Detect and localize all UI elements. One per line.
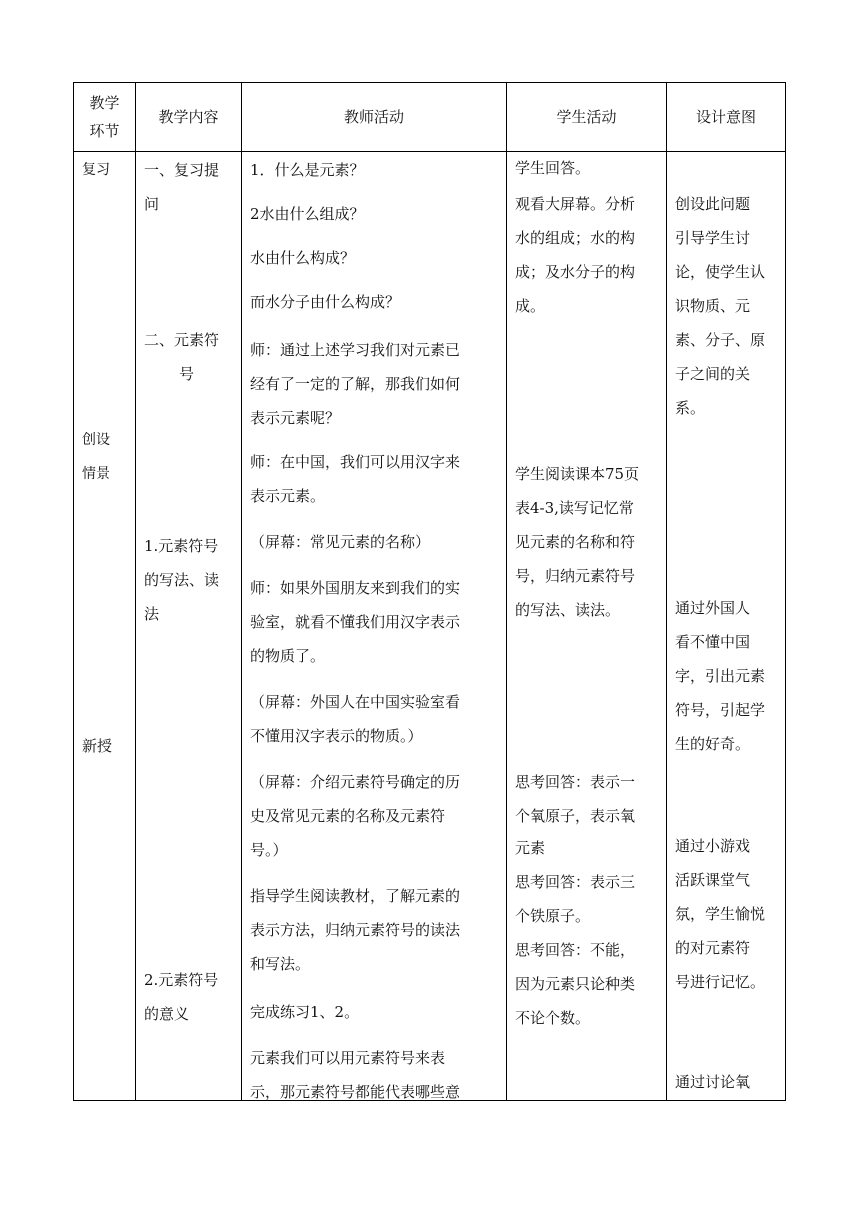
teacher-line: 而水分子由什么构成？ [250, 293, 401, 311]
student-line: 元素 [515, 839, 546, 857]
student-line: 个氧原子，表示氧 [515, 807, 636, 825]
teacher-line: 师：在中国，我们可以用汉字来 [250, 453, 461, 471]
student-line: 见元素的名称和符 [515, 533, 636, 551]
student-line: 号，归纳元素符号 [515, 567, 636, 585]
content-line: 一、复习提 [144, 161, 220, 179]
header-student: 学生活动 [507, 83, 667, 152]
header-stage-line2: 环节 [89, 122, 120, 140]
intent-line: 字，引出元素 [675, 667, 766, 685]
student-line: 学生阅读课本75页 [515, 465, 640, 483]
intent-cell [667, 152, 786, 1101]
teacher-line: 不懂用汉字表示的物质。） [250, 727, 423, 745]
content-cell [136, 152, 242, 1101]
student-line: 表4-3,读写记忆常 [515, 499, 634, 517]
intent-line: 子之间的关 [675, 365, 751, 383]
teacher-line: 号。） [250, 841, 288, 859]
content-line: 号 [179, 365, 195, 383]
teacher-line: 示，那元素符号都能代表哪些意 [250, 1083, 461, 1100]
intent-line: 通过讨论氧 [675, 1073, 751, 1091]
header-teacher: 教师活动 [242, 83, 507, 152]
teacher-line: 1．什么是元素？ [250, 161, 365, 179]
intent-line: 引导学生讨 [675, 229, 751, 247]
student-line: 成；及水分子的构 [515, 263, 636, 281]
header-stage [74, 83, 136, 152]
content-line: 二、元素符 [144, 331, 220, 349]
teacher-line: 元素我们可以用元素符号来表 [250, 1049, 446, 1067]
intent-line: 通过外国人 [675, 599, 751, 617]
student-line: 水的组成；水的构 [515, 229, 636, 247]
student-line: 不论个数。 [515, 1009, 591, 1027]
student-line: 思考回答：不能， [515, 941, 636, 959]
intent-line: 识物质、元 [675, 297, 751, 315]
intent-line: 素、分子、原 [675, 331, 766, 349]
intent-line: 的对元素符 [675, 939, 751, 957]
teacher-line: 师：如果外国朋友来到我们的实 [250, 579, 461, 597]
teacher-line: 和写法。 [250, 955, 311, 973]
content-line: 法 [144, 605, 160, 623]
teacher-line: 师：通过上述学习我们对元素已 [250, 341, 461, 359]
stage-scenario-2: 情景 [82, 466, 110, 482]
teacher-line: 表示元素。 [250, 487, 326, 505]
teacher-line: 验室，就看不懂我们用汉字表示 [250, 613, 461, 631]
intent-line: 号进行记忆。 [675, 973, 766, 991]
content-line: 1.元素符号 [144, 537, 219, 555]
intent-line: 论，使学生认 [675, 263, 766, 281]
teacher-line: 完成练习1、2。 [250, 1003, 360, 1021]
student-line: 因为元素只论种类 [515, 975, 636, 993]
content-line: 问 [144, 195, 160, 213]
header-row [74, 83, 786, 152]
stage-new: 新授 [82, 737, 113, 755]
student-line: 观看大屏幕。分析 [515, 195, 636, 213]
student-line: 的写法、读法。 [515, 601, 621, 619]
intent-line: 符号，引起学 [675, 701, 766, 719]
header-intent: 设计意图 [667, 83, 786, 152]
student-line: 成。 [515, 297, 546, 315]
content-line: 的意义 [144, 1005, 190, 1023]
teacher-line: （屏幕：外国人在中国实验室看 [250, 693, 461, 711]
header-content: 教学内容 [136, 83, 242, 152]
teacher-line: 的物质了。 [250, 647, 326, 665]
student-line: 思考回答：表示三 [515, 873, 636, 891]
stage-cell [74, 152, 136, 1101]
intent-line: 活跃课堂气 [675, 871, 751, 889]
teacher-cell [242, 152, 507, 1101]
teacher-line: 水由什么构成？ [250, 249, 356, 267]
student-line: 思考回答：表示一 [515, 773, 636, 791]
lesson-plan-table [73, 82, 786, 1101]
content-line: 2.元素符号 [144, 971, 219, 989]
teacher-line: 表示方法，归纳元素符号的读法 [250, 921, 461, 939]
teacher-line: 2水由什么组成？ [250, 205, 365, 223]
student-line: 个铁原子。 [515, 907, 591, 925]
teacher-line: （屏幕：介绍元素符号确定的历 [250, 773, 461, 791]
header-stage-line1: 教学 [89, 93, 120, 112]
intent-line: 系。 [675, 399, 706, 417]
teacher-line: 表示元素呢？ [250, 409, 341, 427]
teacher-line: 指导学生阅读教材，了解元素的 [250, 887, 461, 905]
stage-scenario-1: 创设 [82, 432, 110, 448]
content-line: 的写法、读 [144, 571, 220, 589]
student-cell [507, 152, 667, 1101]
stage-review: 复习 [82, 162, 110, 178]
intent-line: 生的好奇。 [675, 735, 751, 753]
teacher-line: （屏幕：常见元素的名称） [250, 533, 431, 551]
intent-line: 看不懂中国 [675, 633, 751, 651]
intent-line: 通过小游戏 [675, 837, 751, 855]
intent-line: 氛，学生愉悦 [675, 905, 766, 923]
teacher-line: 经有了一定的了解，那我们如何 [250, 375, 461, 393]
student-line: 学生回答。 [515, 159, 591, 177]
intent-line: 创设此问题 [675, 195, 751, 213]
body-row [74, 152, 786, 1101]
teacher-line: 史及常见元素的名称及元素符 [250, 807, 446, 825]
